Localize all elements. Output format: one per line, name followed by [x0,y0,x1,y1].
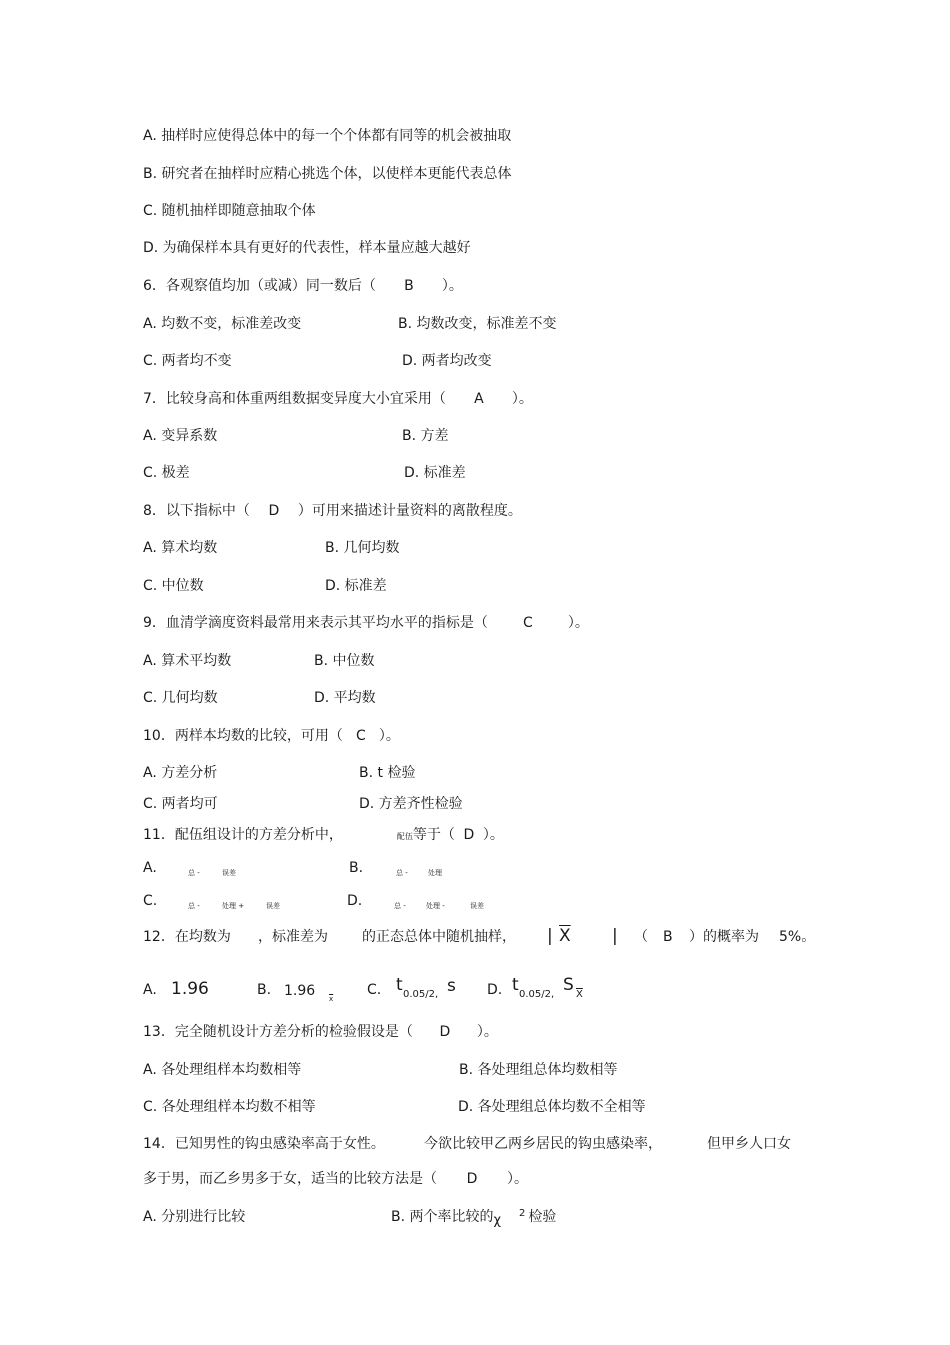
q12-option-d-S: S [563,975,574,995]
q12-option-d-label: D. [487,982,503,998]
q11-stem [143,826,504,846]
q5-option-b: B. 研究者在抽样时应精心挑选个体，以使样本更能代表总体 [143,166,512,182]
q13-option-c: C. 各处理组样本均数不相等 [143,1099,316,1115]
q9-option-a: A. 算术平均数 [143,653,232,669]
q12-abs-bar-left: | [547,926,553,946]
q14-option-b-superscript: 2 [519,1208,526,1219]
q5-option-c: C. 随机抽样即随意抽取个体 [143,203,316,219]
q7-option-c: C. 极差 [143,465,190,481]
q11-option-d-treatment: 处理 - [426,902,445,910]
q12-stem-sd: ，标准差为 [258,929,328,945]
q8-stem [143,502,522,520]
q11-option-b-treatment: 处理 [428,869,442,877]
q9-stem-end: ）。 [567,615,589,631]
q13-option-b: B. 各处理组总体均数相等 [459,1062,618,1078]
q9-stem-start: 9．血清学滴度资料最常用来表示其平均水平的指标是（ [143,615,488,631]
q13-option-a: A. 各处理组样本均数相等 [143,1062,302,1078]
q14-option-b [391,1208,556,1228]
q14-option-a: A. 分别进行比较 [143,1209,246,1225]
q14-option-b-test: 检验 [528,1209,557,1225]
q9-option-c: C. 几何均数 [143,690,218,706]
q10-option-c: C. 两者均可 [143,796,218,812]
q10-option-b: B. t 检验 [359,765,416,781]
q6-option-c: C. 两者均不变 [143,353,232,369]
q11-option-a-label: A. [143,860,157,876]
q12-answer: B [663,929,673,945]
q12-option-a-value: 1.96 [171,979,209,999]
q7-option-a: A. 变异系数 [143,428,218,444]
q14-option-b-text: B. 两个率比较的 [391,1209,494,1225]
q11-option-b-total: 总 - [396,869,408,877]
q11-option-c-treatment: 处理 + [222,902,245,910]
q12-paren-open: （ [634,929,648,945]
q14-stem-line1-c: 但甲乡人口女 [707,1136,791,1152]
q11-stem-start: 11．配伍组设计的方差分析中， [143,827,343,843]
q7-option-b: B. 方差 [402,428,449,444]
q9-answer: C [523,615,533,631]
q11-option-d-label: D. [347,893,363,909]
q11-option-a-error: 误差 [222,869,236,877]
q10-stem [143,727,400,745]
q10-option-d: D. 方差齐性检验 [359,796,463,812]
q11-option-c-error: 误差 [266,902,280,910]
q11-option-b-label: B. [349,860,364,876]
q6-option-b: B. 均数改变，标准差不变 [398,316,557,332]
q12-option-d-t: t [512,975,519,995]
q7-stem-end: ）。 [511,391,533,407]
q8-option-d: D. 标准差 [325,578,387,594]
q12-option-c-subscript: 0.05/2, [403,989,439,1000]
q14-stem-line1-b: 今欲比较甲乙两乡居民的钩虫感染率， [424,1136,662,1152]
q8-option-b: B. 几何均数 [325,540,400,556]
q12-option-d-subscript: 0.05/2, [519,989,555,1000]
q14-stem-line2-start: 多于男，而乙乡男多于女，适当的比较方法是（ [143,1171,437,1187]
q14-stem-line1-a: 14．已知男性的钩虫感染率高于女性。 [143,1136,385,1152]
q10-stem-end: ）。 [378,728,400,744]
q11-option-c-label: C. [143,893,158,909]
q9-stem [143,614,589,632]
q10-stem-start: 10．两样本均数的比较，可用（ [143,728,343,744]
q14-option-b-chi: χ [493,1213,502,1228]
q10-answer: C [355,728,366,744]
q12-stem-probability: ）的概率为 [689,929,759,945]
q11-answer: D [463,827,475,843]
q12-option-c-t: t [396,975,403,995]
q6-answer: B [404,278,414,294]
q7-answer: A [474,391,484,407]
q12-option-d-S-subscript: $\overline{X}$ [576,989,583,1000]
q12-stem-start: 12．在均数为 [143,929,231,945]
q8-stem-start: 8．以下指标中（ [143,503,250,519]
q13-stem-start: 13．完全随机设计方差分析的检验假设是（ [143,1024,413,1040]
q11-stem-end: ）。 [482,827,504,843]
q12-option-b-label: B. [257,982,272,998]
q5-option-a: A. 抽样时应使得总体中的每一个个体都有同等的机会被抽取 [143,128,512,144]
q6-stem-end: ）。 [441,278,463,294]
q12-option-b-value: 1.96 [284,983,316,999]
q11-subscript-label: 配伍 [396,832,413,841]
q11-option-d-error: 误差 [470,902,484,910]
q9-option-d: D. 平均数 [314,690,376,706]
q13-stem-end: ）。 [476,1024,498,1040]
q12-option-c-s: s [447,976,456,996]
q13-answer: D [439,1024,451,1040]
q6-stem-start: 6．各观察值均加（或减）同一数后（ [143,278,376,294]
q12-option-b-subscript: $\overline{x}$ [329,995,334,1003]
q9-option-b: B. 中位数 [314,653,375,669]
q13-option-d: D. 各处理组总体均数不全相等 [458,1099,646,1115]
q7-stem-start: 7．比较身高和体重两组数据变异度大小宜采用（ [143,391,446,407]
q13-stem [143,1023,498,1041]
q8-answer: D [268,503,280,519]
q11-stem-mid: 等于（ [412,827,455,843]
q11-option-a-total: 总 - [188,869,200,877]
q6-option-d: D. 两者均改变 [402,353,492,369]
q11-option-d-total: 总 - [394,902,406,910]
q8-stem-end: ）可用来描述计量资料的离散程度。 [297,503,522,519]
q10-option-a: A. 方差分析 [143,765,218,781]
q12-stem-sampling: 的正态总体中随机抽样， [362,929,516,945]
q7-option-d: D. 标准差 [404,465,466,481]
q5-option-d: D. 为确保样本具有更好的代表性，样本量应越大越好 [143,240,471,256]
q14-stem-line2 [143,1170,528,1188]
q8-option-a: A. 算术均数 [143,540,218,556]
q12-option-a-label: A. [143,982,157,998]
q12-probability-value: 5%。 [779,929,816,945]
q12-option-c-label: C. [367,982,382,998]
q12-abs-bar-right: | [612,926,618,946]
q6-option-a: A. 均数不变，标准差改变 [143,316,302,332]
q12-x-bar: $\overline{X}$ [559,926,571,946]
q11-option-c-total: 总 - [188,902,200,910]
q7-stem [143,390,533,408]
q8-option-c: C. 中位数 [143,578,204,594]
q6-stem [143,277,463,295]
q14-stem-line2-end: ）。 [507,1171,528,1187]
q14-answer: D [466,1171,478,1187]
